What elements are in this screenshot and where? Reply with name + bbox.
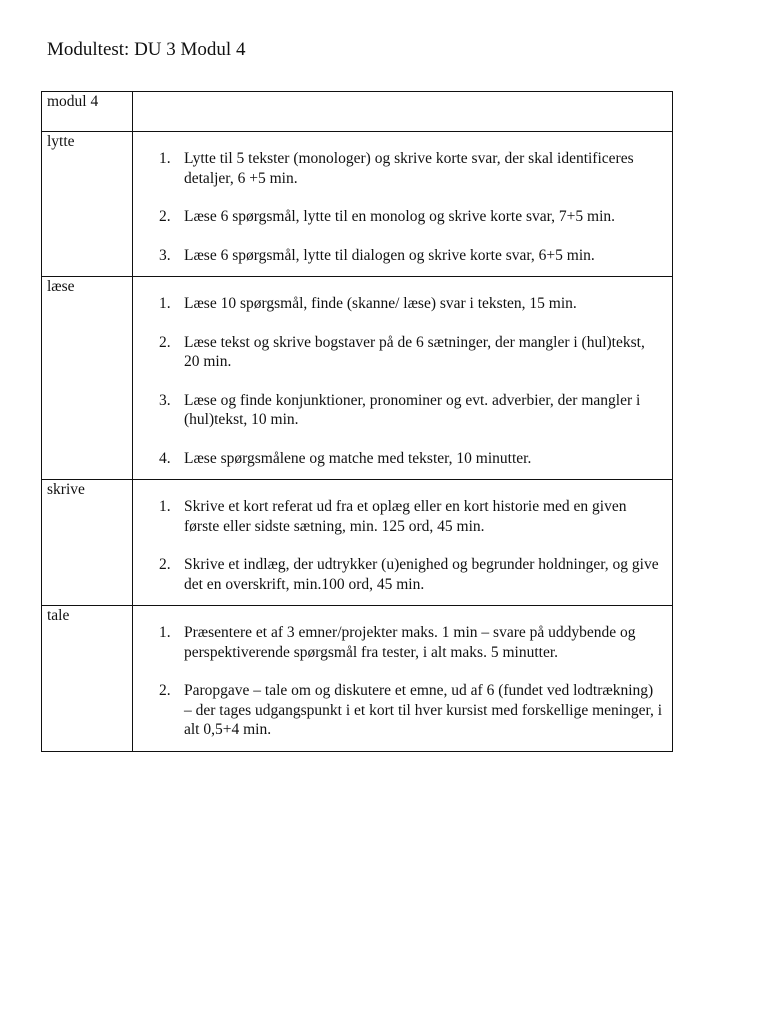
module-label-cell: modul 4 (42, 92, 133, 132)
list-item: Læse spørgsmålene og matche med tekster, 10 minutter. (184, 449, 532, 467)
list-item: Læse 6 spørgsmål, lytte til dialogen og skrive korte svar, 6+5 min. (184, 246, 595, 264)
list-item: Læse 10 spørgsmål, finde (skanne/ læse) svar i teksten, 15 min. (184, 295, 577, 312)
table-row-tale (42, 606, 673, 752)
module-table (41, 91, 673, 752)
list-item: Paropgave – tale om og diskutere et emne, ud af 6 (fundet ved lodtrækning) – der tages udgangspunkt i et kort til hver kursist med forskellige meninger, i alt 0,5+4 min. (184, 682, 663, 738)
task-cell-tale (133, 606, 673, 752)
table-header-row (42, 92, 673, 132)
table-row-lytte (42, 132, 673, 277)
skill-label-laese: læse (42, 277, 133, 480)
task-cell-skrive (133, 480, 673, 606)
task-list-tale (133, 623, 664, 740)
module-table-body (42, 92, 673, 752)
task-list-laese (133, 294, 664, 468)
list-item: Læse tekst og skrive bogstaver på de 6 sætninger, der mangler i (hul)tekst, 20 min. (184, 333, 645, 370)
list-item: Læse 6 spørgsmål, lytte til en monolog og skrive korte svar, 7+5 min. (184, 208, 616, 225)
skill-label-skrive: skrive (42, 480, 133, 606)
module-header-content-cell (133, 92, 673, 132)
task-cell-lytte (133, 132, 673, 277)
page-title: Modultest: DU 3 Modul 4 (47, 39, 246, 60)
list-item: Skrive et kort referat ud fra et oplæg eller en kort historie med en given første eller sidste sætning, min. 125 ord, 45 min. (184, 498, 627, 535)
list-item: Skrive et indlæg, der udtrykker (u)enighed og begrunder holdninger, og give det en overskrift, min.100 ord, 45 min. (184, 556, 659, 593)
skill-label-lytte: lytte (42, 132, 133, 277)
table-row-skrive (42, 480, 673, 606)
skill-label-tale: tale (42, 606, 133, 752)
task-cell-laese (133, 277, 673, 480)
table-row-laese (42, 277, 673, 480)
task-list-lytte (133, 149, 664, 265)
list-item: Lytte til 5 tekster (monologer) og skrive korte svar, der skal identificeres detaljer, 6 +5 min. (184, 150, 634, 187)
list-item: Læse og finde konjunktioner, pronominer og evt. adverbier, der mangler i (hul)tekst, 10 min. (184, 391, 641, 428)
list-item: Præsentere et af 3 emner/projekter maks. 1 min – svare på uddybende og perspektiverende spørgsmål fra tester, i alt maks. 5 minutter. (184, 624, 636, 661)
task-list-skrive (133, 497, 664, 594)
